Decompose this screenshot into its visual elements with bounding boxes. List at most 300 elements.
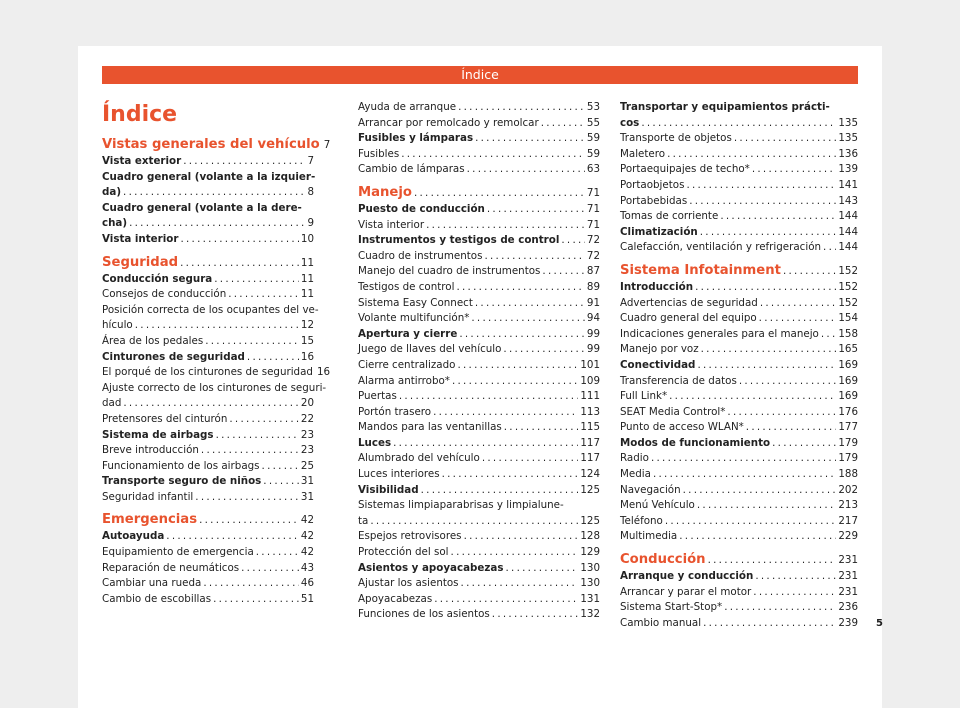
toc-entry[interactable]	[358, 116, 600, 132]
toc-entry-title: Asientos y apoyacabezas	[358, 561, 504, 574]
toc-dot-leader	[487, 202, 585, 218]
toc-entry[interactable]	[358, 218, 600, 234]
toc-page-number: 46	[300, 577, 314, 590]
toc-page-number: 71	[586, 202, 600, 215]
toc-dot-leader	[541, 116, 585, 132]
toc-dot-leader	[451, 545, 579, 561]
toc-page-number: 23	[300, 428, 314, 441]
toc-entry[interactable]	[102, 545, 314, 561]
toc-dot-leader	[701, 342, 837, 358]
toc-entry-title: Área de los pedales	[102, 334, 204, 347]
toc-section-heading[interactable]	[358, 184, 600, 202]
toc-entry[interactable]	[358, 100, 600, 116]
toc-entry-title: Transferencia de datos	[620, 374, 737, 387]
toc-page-number: 99	[586, 343, 600, 356]
toc-page-number: 113	[580, 405, 600, 418]
toc-entry-title: Transporte de objetos	[620, 132, 732, 145]
toc-entry-title: da)	[102, 186, 122, 199]
toc-dot-leader	[823, 240, 836, 256]
toc-page-number: 8	[307, 186, 314, 199]
toc-dot-leader	[442, 467, 579, 483]
toc-page-number: 217	[838, 514, 858, 527]
toc-page-number: 239	[838, 616, 858, 629]
toc-entry[interactable]	[358, 147, 600, 163]
toc-dot-leader	[695, 280, 836, 296]
toc-entry-title: Apoyacabezas	[358, 592, 433, 605]
toc-entry-title: Puesto de conducción	[358, 202, 485, 215]
toc-entry[interactable]	[358, 327, 600, 343]
toc-page-number: 59	[586, 132, 600, 145]
toc-entry[interactable]	[620, 389, 858, 405]
toc-page-number: 23	[300, 444, 314, 457]
toc-dot-leader	[452, 374, 578, 390]
toc-entry-title: Maletero	[620, 147, 666, 160]
toc-entry-title: dad	[102, 397, 122, 410]
toc-dot-leader	[205, 334, 299, 350]
toc-entry-title: Apertura y cierre	[358, 327, 458, 340]
toc-entry-title: Vista interior	[102, 232, 179, 245]
toc-entry-title: Pretensores del cinturón	[102, 412, 228, 425]
toc-entry-title: Funciones de los asientos	[358, 608, 490, 621]
toc-entry-title: Ajustar los asientos	[358, 577, 459, 590]
toc-entry[interactable]	[102, 561, 314, 577]
toc-entry-title: Manejo por voz	[620, 343, 699, 356]
toc-page-number: 139	[838, 163, 858, 176]
toc-page-number: 132	[580, 608, 600, 621]
toc-entry[interactable]	[358, 592, 600, 608]
toc-page-number: 20	[300, 397, 314, 410]
toc-dot-leader	[669, 389, 836, 405]
toc-dot-leader	[697, 358, 836, 374]
toc-dot-leader	[414, 184, 585, 202]
toc-entry-title: Multimedia	[620, 530, 678, 543]
toc-entry-title: Ayuda de arranque	[358, 101, 457, 113]
toc-entry-title: Espejos retrovisores	[358, 530, 462, 543]
toc-dot-leader	[464, 529, 579, 545]
toc-entry[interactable]	[620, 162, 858, 178]
toc-entry[interactable]	[102, 350, 314, 366]
toc-page-number: 158	[838, 327, 858, 340]
toc-dot-leader	[760, 296, 837, 312]
toc-page-number: 31	[300, 475, 314, 488]
toc-entry-title: cha)	[102, 217, 128, 230]
toc-entry[interactable]	[620, 616, 858, 632]
toc-dot-leader	[708, 551, 837, 569]
toc-dot-leader	[667, 147, 836, 163]
toc-dot-leader	[461, 576, 579, 592]
toc-entry[interactable]	[358, 233, 600, 249]
toc-dot-leader	[459, 327, 585, 343]
toc-entry[interactable]	[358, 311, 600, 327]
toc-page-number: 15	[300, 334, 314, 347]
toc-dot-leader	[166, 529, 299, 545]
toc-entry[interactable]	[620, 280, 858, 296]
toc-entry-title: Portaequipajes de techo*	[620, 163, 750, 176]
toc-entry-title: Sistema Infotainment	[620, 262, 781, 278]
toc-page-number: 231	[838, 570, 858, 583]
toc-entry-title: Climatización	[620, 225, 698, 238]
toc-entry-title: Cuadro de instrumentos	[358, 249, 483, 262]
toc-entry-title: Vista exterior	[102, 155, 182, 167]
toc-dot-leader	[783, 262, 836, 280]
toc-page-number: 55	[586, 116, 600, 129]
toc-dot-leader	[561, 233, 585, 249]
toc-dot-leader	[475, 131, 585, 147]
toc-entry[interactable]	[358, 405, 600, 421]
toc-dot-leader	[456, 280, 584, 296]
toc-entry-title: Advertencias de seguridad	[620, 296, 758, 309]
toc-entry-title: Modos de funcionamiento	[620, 436, 771, 449]
toc-entry[interactable]	[358, 162, 600, 178]
toc-entry[interactable]	[620, 436, 858, 452]
toc-entry[interactable]	[620, 483, 858, 499]
toc-entry[interactable]	[102, 334, 314, 350]
toc-dot-leader	[772, 436, 836, 452]
toc-entry-title: Autoayuda	[102, 530, 165, 543]
toc-dot-leader	[421, 483, 579, 499]
toc-dot-leader	[393, 436, 578, 452]
toc-dot-leader	[370, 514, 578, 530]
toc-entry-title: Visibilidad	[358, 483, 419, 496]
toc-entry[interactable]	[102, 396, 314, 412]
toc-entry[interactable]	[620, 498, 858, 514]
toc-entry[interactable]	[358, 202, 600, 218]
toc-entry-title: Teléfono	[620, 514, 663, 527]
toc-entry-wrapped-line: Transportar y equipamientos prácti-	[620, 101, 830, 113]
toc-entry-title: Manejo del cuadro de instrumentos	[358, 265, 541, 278]
toc-page-number: 9	[307, 217, 314, 230]
toc-entry[interactable]	[358, 342, 600, 358]
toc-entry[interactable]	[358, 545, 600, 561]
toc-dot-leader	[180, 232, 298, 248]
toc-entry[interactable]	[358, 358, 600, 374]
toc-page-number: 231	[838, 585, 858, 598]
toc-entry-title: cos	[620, 116, 640, 129]
toc-entry-title: Testigos de control	[358, 280, 455, 293]
toc-entry-title: Arrancar por remolcado y remolcar	[358, 116, 539, 129]
toc-entry[interactable]	[620, 405, 858, 421]
toc-entry[interactable]	[620, 209, 858, 225]
toc-entry[interactable]	[358, 529, 600, 545]
toc-page-number: 42	[300, 546, 314, 559]
toc-entry[interactable]	[102, 459, 314, 475]
toc-section-heading[interactable]	[102, 254, 314, 272]
toc-dot-leader	[241, 561, 299, 577]
toc-page-number: 179	[838, 452, 858, 465]
toc-column-2	[358, 100, 600, 623]
toc-entry[interactable]	[620, 225, 858, 241]
toc-page-number: 25	[300, 459, 314, 472]
toc-dot-leader	[821, 327, 836, 343]
toc-dot-leader	[686, 178, 836, 194]
toc-dot-leader	[651, 451, 836, 467]
toc-page-number: 213	[838, 499, 858, 512]
page-title: Índice	[102, 102, 178, 127]
toc-dot-leader	[458, 100, 585, 116]
toc-dot-leader	[697, 498, 836, 514]
toc-entry[interactable]	[358, 264, 600, 280]
toc-entry[interactable]	[620, 178, 858, 194]
toc-entry[interactable]	[620, 311, 858, 327]
toc-page-number: 87	[586, 265, 600, 278]
toc-entry[interactable]	[358, 561, 600, 577]
toc-dot-leader	[759, 311, 837, 327]
toc-page-number: 177	[838, 421, 858, 434]
toc-entry-title: Conectividad	[620, 358, 696, 371]
toc-entry[interactable]	[358, 389, 600, 405]
toc-page-number: 135	[838, 116, 858, 129]
toc-entry[interactable]	[102, 272, 314, 288]
toc-dot-leader	[641, 116, 836, 132]
toc-page-number: 111	[580, 390, 600, 403]
toc-dot-leader	[724, 600, 836, 616]
toc-entry[interactable]	[358, 249, 600, 265]
toc-page-number: 71	[586, 186, 600, 199]
toc-page-number: 101	[580, 358, 600, 371]
toc-entry[interactable]	[358, 131, 600, 147]
toc-dot-leader	[129, 216, 305, 232]
toc-page-number: 42	[300, 514, 314, 527]
toc-entry-title: Arranque y conducción	[620, 570, 754, 583]
toc-page-number: 144	[838, 210, 858, 223]
toc-page-number: 154	[838, 312, 858, 325]
toc-entry[interactable]	[620, 600, 858, 616]
toc-dot-leader	[727, 405, 836, 421]
toc-entry-title: Manejo	[358, 184, 412, 200]
toc-page-number: 51	[300, 592, 314, 605]
toc-entry[interactable]	[358, 514, 600, 530]
toc-entry-title: SEAT Media Control*	[620, 405, 726, 418]
toc-page-number: 125	[580, 483, 600, 496]
toc-dot-leader	[679, 529, 836, 545]
toc-page-number: 22	[300, 412, 314, 425]
toc-page-number: 188	[838, 468, 858, 481]
toc-entry[interactable]	[620, 374, 858, 390]
toc-page-number: 131	[580, 592, 600, 605]
toc-dot-leader	[433, 405, 578, 421]
toc-column-3	[620, 100, 858, 631]
toc-entry[interactable]	[102, 576, 314, 592]
toc-entry-title: Volante multifunción*	[358, 312, 470, 325]
toc-page-number: 124	[580, 468, 600, 481]
page-number: 5	[876, 618, 883, 629]
toc-page-number: 72	[586, 249, 600, 262]
toc-page-number: 31	[300, 490, 314, 503]
toc-dot-leader	[135, 318, 299, 334]
toc-page-number: 135	[838, 132, 858, 145]
toc-dot-leader	[399, 389, 579, 405]
toc-entry[interactable]	[620, 296, 858, 312]
toc-page-number: 11	[300, 288, 314, 301]
toc-page-number: 169	[838, 358, 858, 371]
toc-page-number: 144	[838, 241, 858, 254]
toc-dot-leader	[467, 162, 585, 178]
toc-page-number: 10	[300, 232, 314, 245]
toc-entry[interactable]	[102, 318, 314, 334]
toc-dot-leader	[401, 147, 585, 163]
toc-entry-title: Protección del sol	[358, 546, 449, 559]
toc-page-number: 53	[586, 101, 600, 113]
toc-entry-title: Juego de llaves del vehículo	[358, 343, 502, 356]
toc-page-number: 16	[300, 350, 314, 363]
toc-dot-leader	[262, 459, 299, 475]
toc-entry[interactable]	[358, 576, 600, 592]
toc-entry[interactable]	[620, 342, 858, 358]
toc-dot-leader	[484, 249, 584, 265]
toc-dot-leader	[123, 185, 305, 201]
toc-page-number: 43	[300, 561, 314, 574]
toc-entry[interactable]	[102, 365, 331, 381]
toc-dot-leader	[482, 451, 579, 467]
toc-entry[interactable]	[102, 529, 314, 545]
toc-page-number: 125	[580, 514, 600, 527]
toc-entry-title: Indicaciones generales para el manejo	[620, 327, 819, 340]
toc-entry[interactable]	[620, 358, 858, 374]
toc-entry[interactable]	[358, 451, 600, 467]
toc-entry[interactable]	[358, 280, 600, 296]
page-header: Índice	[102, 66, 858, 84]
toc-page-number: 129	[580, 546, 600, 559]
toc-entry-title: Media	[620, 468, 651, 481]
toc-dot-leader	[683, 483, 837, 499]
toc-dot-leader	[229, 412, 299, 428]
toc-dot-leader	[195, 490, 299, 506]
toc-entry-wrapped-line: Cuadro general (volante a la izquier-	[102, 170, 316, 183]
toc-entry-title: Alumbrado del vehículo	[358, 452, 480, 465]
toc-entry-title: Cambio de escobillas	[102, 592, 212, 605]
toc-page-number: 176	[838, 405, 858, 418]
toc-dot-leader	[457, 358, 578, 374]
toc-page-number: 169	[838, 390, 858, 403]
toc-entry[interactable]	[620, 585, 858, 601]
toc-section-heading[interactable]	[102, 511, 314, 529]
toc-entry-title: Seguridad infantil	[102, 490, 194, 503]
toc-page-number: 94	[586, 312, 600, 325]
toc-entry-title: Tomas de corriente	[620, 210, 719, 223]
toc-entry[interactable]	[358, 420, 600, 436]
toc-entry[interactable]	[102, 185, 314, 201]
toc-dot-leader	[755, 569, 836, 585]
toc-dot-leader	[203, 576, 299, 592]
toc-entry[interactable]	[620, 420, 858, 436]
toc-entry[interactable]	[358, 374, 600, 390]
toc-page-number: 144	[838, 225, 858, 238]
toc-dot-leader	[228, 287, 299, 303]
toc-page-number: 128	[580, 530, 600, 543]
toc-entry[interactable]	[102, 154, 314, 170]
toc-entry-title: Conducción	[620, 552, 706, 568]
toc-page-number: 152	[838, 264, 858, 277]
toc-entry-title: Emergencias	[102, 512, 198, 528]
toc-entry-title: Conducción segura	[102, 272, 213, 285]
toc-entry-title: Reparación de neumáticos	[102, 561, 240, 574]
toc-dot-leader	[216, 428, 299, 444]
toc-entry-title: Cambio manual	[620, 616, 702, 629]
toc-entry-title: Fusibles	[358, 147, 400, 160]
toc-entry[interactable]	[620, 194, 858, 210]
toc-dot-leader	[434, 592, 578, 608]
toc-page-number: 7	[323, 139, 331, 151]
toc-dot-leader	[247, 350, 299, 366]
toc-entry[interactable]	[102, 216, 314, 232]
toc-dot-leader	[689, 194, 836, 210]
toc-page-number: 229	[838, 530, 858, 543]
toc-dot-leader	[123, 396, 299, 412]
toc-entry-title: Luces	[358, 436, 392, 449]
toc-dot-leader	[542, 264, 584, 280]
toc-entry[interactable]	[102, 287, 314, 303]
toc-entry[interactable]	[620, 529, 858, 545]
toc-section-heading[interactable]	[620, 262, 858, 280]
toc-entry-title: Cinturones de seguridad	[102, 350, 245, 363]
toc-entry-title: Alarma antirrobo*	[358, 374, 450, 387]
toc-entry-wrapped-line: Ajuste correcto de los cinturones de seguri-	[102, 381, 327, 394]
toc-entry[interactable]	[620, 147, 858, 163]
toc-entry[interactable]	[620, 116, 858, 132]
toc-section-heading[interactable]	[102, 136, 331, 154]
toc-entry[interactable]	[102, 474, 314, 490]
toc-entry-title: Sistema de airbags	[102, 428, 214, 441]
toc-entry-wrapped-line: Sistemas limpiaparabrisas y limpialune-	[358, 499, 564, 512]
toc-page-number: 59	[586, 147, 600, 160]
toc-entry-title: Transporte seguro de niños	[102, 475, 262, 488]
toc-dot-leader	[503, 342, 584, 358]
toc-entry[interactable]	[620, 240, 858, 256]
toc-dot-leader	[665, 514, 837, 530]
toc-entry[interactable]	[358, 607, 600, 623]
toc-entry[interactable]	[102, 443, 314, 459]
toc-dot-leader	[213, 592, 299, 608]
toc-page-number: 202	[838, 483, 858, 496]
toc-entry-title: Vista interior	[358, 218, 425, 231]
toc-page-number: 11	[300, 272, 314, 285]
toc-entry[interactable]	[358, 296, 600, 312]
toc-entry[interactable]	[620, 131, 858, 147]
toc-entry[interactable]	[620, 467, 858, 483]
toc-entry-title: Consejos de conducción	[102, 288, 227, 301]
toc-entry[interactable]	[620, 569, 858, 585]
toc-dot-leader	[734, 131, 837, 147]
toc-dot-leader	[492, 607, 579, 623]
toc-entry[interactable]	[358, 467, 600, 483]
toc-entry[interactable]	[102, 412, 314, 428]
toc-dot-leader	[475, 296, 585, 312]
toc-dot-leader	[426, 218, 585, 234]
toc-page-number: 117	[580, 452, 600, 465]
toc-entry-title: Instrumentos y testigos de control	[358, 234, 560, 247]
toc-entry[interactable]	[358, 483, 600, 499]
toc-entry[interactable]	[620, 327, 858, 343]
toc-page-number: 130	[580, 577, 600, 590]
toc-page-number: 117	[580, 436, 600, 449]
toc-entry[interactable]	[102, 428, 314, 444]
toc-entry[interactable]	[620, 451, 858, 467]
toc-entry-wrapped-line: Posición correcta de los ocupantes del ve-	[102, 303, 319, 316]
toc-entry[interactable]	[102, 232, 314, 248]
toc-page-number: 236	[838, 601, 858, 614]
toc-section-heading[interactable]	[620, 551, 858, 569]
toc-entry-title: Mandos para las ventanillas	[358, 421, 502, 434]
toc-entry[interactable]	[102, 592, 314, 608]
toc-entry[interactable]	[358, 436, 600, 452]
toc-dot-leader	[471, 311, 585, 327]
toc-page-number: 136	[838, 147, 858, 160]
toc-page-number: 143	[838, 194, 858, 207]
toc-entry[interactable]	[102, 490, 314, 506]
toc-entry[interactable]	[620, 514, 858, 530]
toc-page-number: 179	[838, 436, 858, 449]
toc-entry-title: Vistas generales del vehículo	[102, 137, 320, 152]
